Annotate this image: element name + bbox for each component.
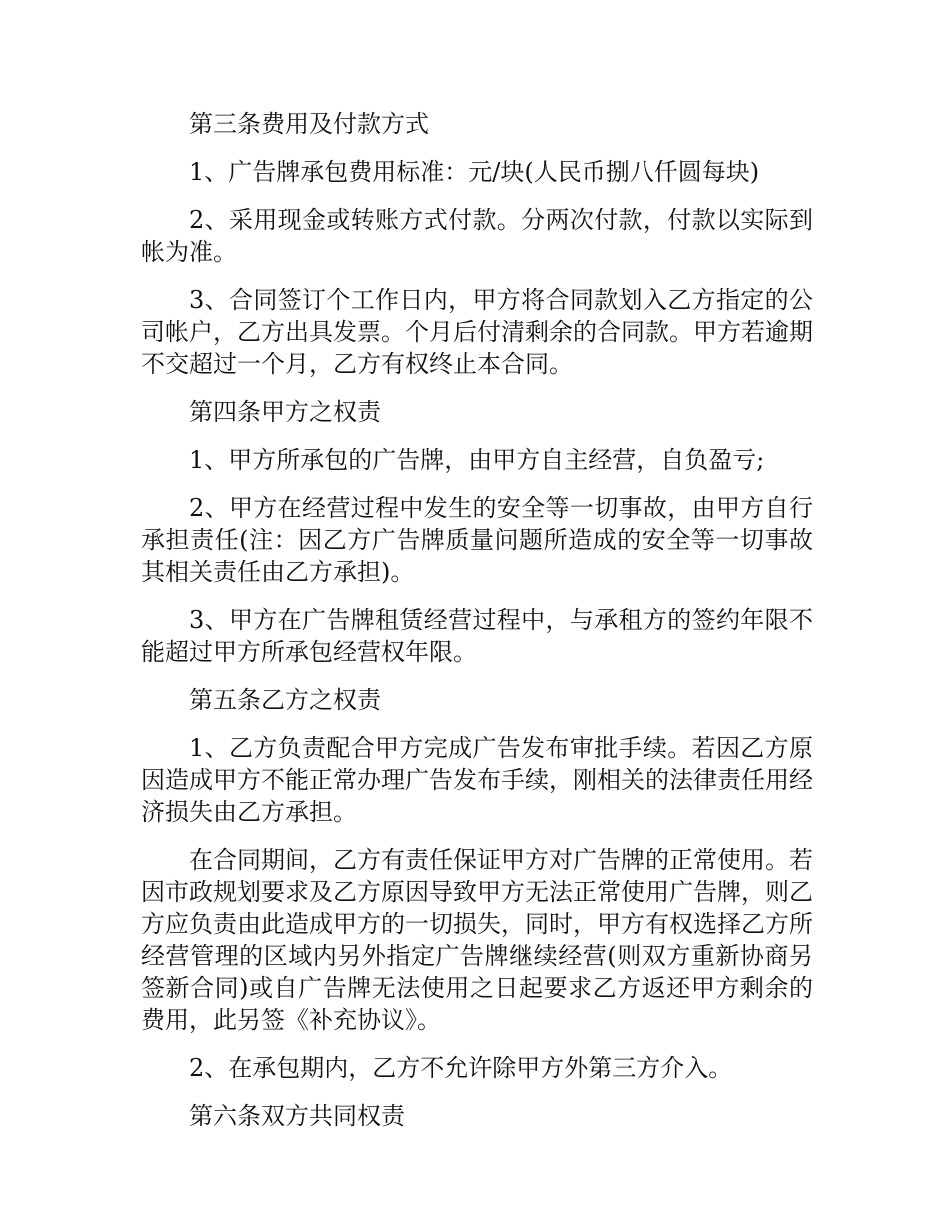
section-heading-article-5: 第五条乙方之权责	[189, 686, 381, 714]
paragraph: 在合同期间，乙方有责任保证甲方对广告牌的正常使用。若因市政规划要求及乙方原因导致甲方无法正常使用广告牌，则乙方应负责由此造成甲方的一切损失，同时，甲方有权选择乙方所经营管理的区域内另外指定广告牌继续经营(则双方重新协商另签新合同)或自广告牌无法使用之日起要求乙方返还甲方剩余的费用，此另签《补充协议》。	[141, 846, 813, 1034]
paragraph: 1、乙方负责配合甲方完成广告发布审批手续。若因乙方原因造成甲方不能正常办理广告发布手续，刚相关的法律责任用经济损失由乙方承担。	[141, 734, 813, 826]
paragraph: 2、采用现金或转账方式付款。分两次付款，付款以实际到帐为准。	[141, 206, 813, 266]
section-heading-article-6: 第六条双方共同权责	[189, 1102, 405, 1130]
paragraph: 2、甲方在经营过程中发生的安全等一切事故，由甲方自行承担责任(注：因乙方广告牌质量问题所造成的安全等一切事故其相关责任由乙方承担)。	[141, 494, 813, 586]
paragraph: 3、合同签订个工作日内，甲方将合同款划入乙方指定的公司帐户，乙方出具发票。个月后付清剩余的合同款。甲方若逾期不交超过一个月，乙方有权终止本合同。	[141, 286, 813, 378]
paragraph: 3、甲方在广告牌租赁经营过程中，与承租方的签约年限不能超过甲方所承包经营权年限。	[141, 606, 813, 666]
document-page	[141, 108, 813, 1148]
section-heading-article-3: 第三条费用及付款方式	[189, 110, 429, 138]
paragraph: 1、甲方所承包的广告牌，由甲方自主经营，自负盈亏;	[189, 446, 765, 474]
paragraph: 1、广告牌承包费用标准：元/块(人民币捌八仟圆每块)	[189, 158, 760, 186]
section-heading-article-4: 第四条甲方之权责	[189, 398, 381, 426]
paragraph: 2、在承包期内，乙方不允许除甲方外第三方介入。	[189, 1054, 733, 1082]
